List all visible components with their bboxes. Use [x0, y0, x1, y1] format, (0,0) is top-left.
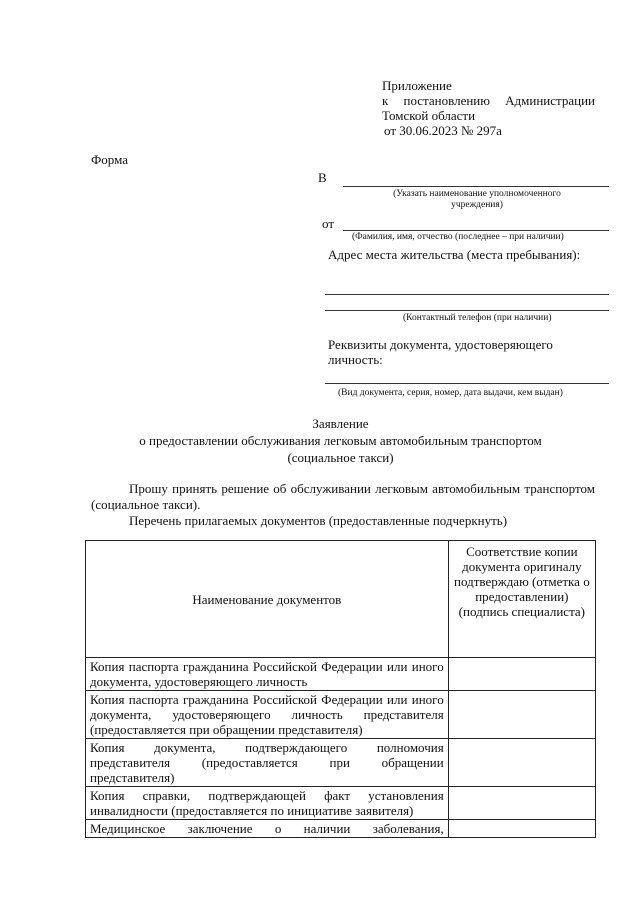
request-paragraph: Прошу принять решение об обслуживании легковым автомобильным транспортом (социальное такси). — [91, 481, 595, 512]
statement-title — [85, 416, 596, 465]
confirmation-cell[interactable] — [448, 691, 595, 739]
header-document-name: Наименование документов — [86, 541, 449, 658]
document-name-cell: Копия паспорта гражданина Российской Федерации или иного документа, удостоверяющего личность — [86, 658, 449, 691]
sender-hint: (Фамилия, имя, отчество (последнее – при наличии) — [352, 232, 564, 242]
appendix-block — [382, 78, 595, 138]
statement-title-line3: (социальное такси) — [287, 450, 394, 465]
confirmation-cell[interactable] — [448, 820, 595, 838]
header-copy-confirmation: Соответствие копии документа оригиналу подтверждаю (отметка о предоставлении) (подпись специалиста) — [448, 541, 595, 658]
address-input-line[interactable] — [325, 294, 609, 295]
documents-list-intro: Перечень прилагаемых документов (предоставленные подчеркнуть) — [129, 513, 508, 528]
table-row — [86, 691, 596, 739]
recipient-prefix: В — [318, 170, 327, 185]
table-row — [86, 820, 596, 838]
sender-input-line[interactable] — [343, 230, 609, 231]
confirmation-cell[interactable] — [448, 787, 595, 820]
appendix-title: Приложение — [382, 78, 452, 93]
recipient-input-line[interactable] — [343, 186, 609, 187]
id-document-hint: (Вид документа, серия, номер, дата выдачи, кем выдан) — [338, 388, 563, 398]
recipient-hint: (Указать наименование уполномоченного учреждения) — [393, 189, 561, 210]
document-name-cell: Медицинское заключение о наличии заболевания, — [86, 820, 449, 838]
document-name-cell: Копия документа, подтверждающего полномочия представителя (предоставляется при обращении представителя) — [86, 739, 449, 787]
phone-hint: (Контактный телефон (при наличии) — [403, 313, 552, 323]
sender-prefix: от — [322, 216, 335, 231]
form-label: Форма — [91, 152, 128, 167]
table-header-row — [86, 541, 596, 658]
id-document-label: Реквизиты документа, удостоверяющего личность: — [328, 337, 553, 367]
phone-input-line[interactable] — [325, 310, 609, 311]
document-name-cell: Копия справки, подтверждающей факт установления инвалидности (предоставляется по инициативе заявителя) — [86, 787, 449, 820]
appendix-date-number: от 30.06.2023 № 297а — [384, 123, 502, 138]
appendix-resolution: к постановлению Администрации Томской области — [382, 93, 595, 123]
confirmation-cell[interactable] — [448, 658, 595, 691]
id-document-input-line[interactable] — [325, 383, 609, 384]
table-row — [86, 739, 596, 787]
table-row — [86, 658, 596, 691]
address-label: Адрес места жительства (места пребывания): — [328, 247, 581, 262]
table-row — [86, 787, 596, 820]
confirmation-cell[interactable] — [448, 739, 595, 787]
statement-title-line2: о предоставлении обслуживания легковым автомобильным транспортом — [139, 433, 542, 448]
documents-table — [85, 540, 596, 838]
document-name-cell: Копия паспорта гражданина Российской Федерации или иного документа, удостоверяющего личность представителя (предоставляется при обращении представителя) — [86, 691, 449, 739]
statement-title-line1: Заявление — [312, 416, 369, 431]
